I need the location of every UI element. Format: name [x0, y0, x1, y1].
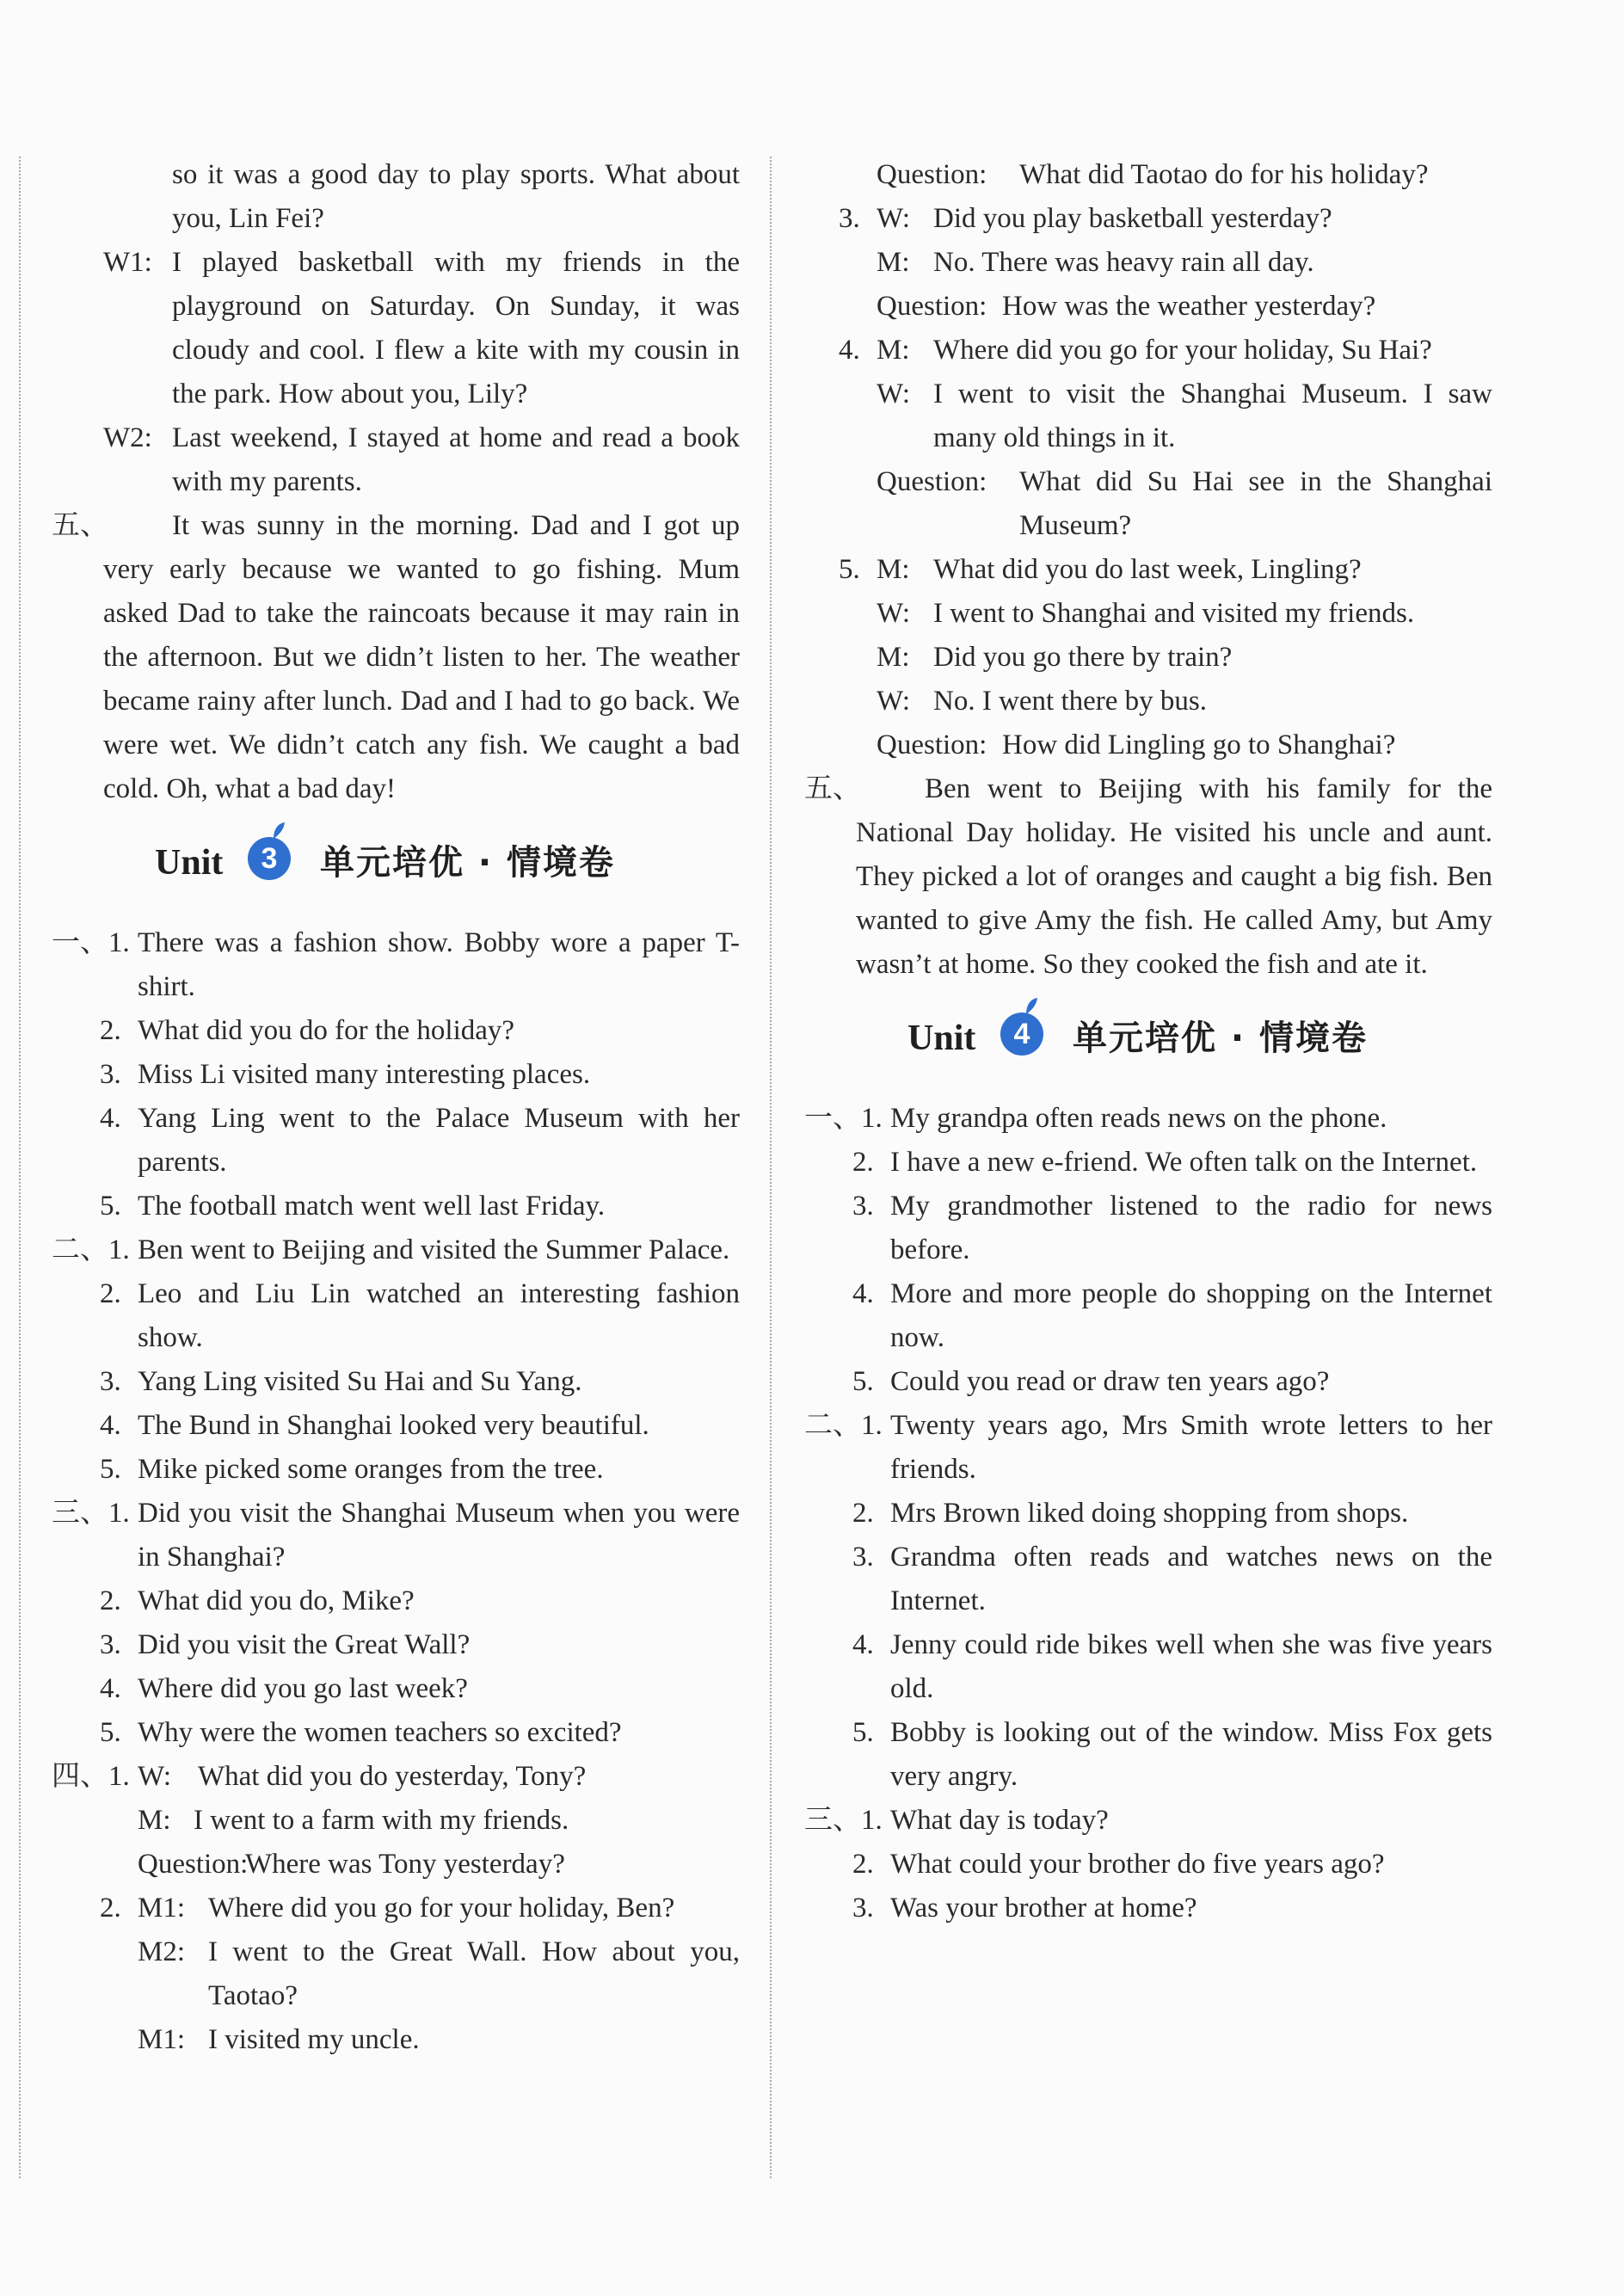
answer-item: 3. Was your brother at home? — [852, 1893, 1197, 1924]
dialogue-line: Question: How was the weather yesterday? — [877, 291, 1376, 322]
unit-4-header: Unit 4 单元培优 · 情境卷 — [804, 987, 1492, 1097]
left-margin-dotted-line — [19, 157, 21, 2178]
answer-item: 4. Jenny could ride bikes well when she was five years old. — [852, 1629, 1492, 1704]
left-dialogue-top — [52, 153, 740, 504]
unit-title: 单元培优 · 情境卷 — [1073, 1019, 1369, 1058]
section-five-passage: 五、 Ben went to Beijing with his family for the National Day holiday. He visited his uncle and aunt. They picked a lot of oranges and caught a big fish. Ben wanted to give Amy the fish. He called Amy, but Amy wasn’t at home. So they cooked the fish and ate it. — [804, 773, 1492, 980]
answer-item: 三、1. Did you visit the Shanghai Museum when you were in Shanghai? — [52, 1498, 740, 1573]
answer-item: 5. The football match went well last Friday. — [100, 1191, 606, 1222]
dialogue-line: W1: I played basketball with my friends in the playground on Saturday. On Sunday, it was cloudy and cool. I flew a kite with my cousin in the park. How about you, Lily? — [103, 247, 740, 409]
unit-3-listening-scripts-continued — [804, 153, 1492, 767]
answer-item: 2. Leo and Liu Lin watched an interesting fashion show. — [100, 1278, 740, 1353]
answer-item: 4. Yang Ling went to the Palace Museum with her parents. — [100, 1103, 740, 1178]
answer-item: 5. Could you read or draw ten years ago? — [852, 1366, 1330, 1397]
section-five-passage: 五、 It was sunny in the morning. Dad and I got up very early because we wanted to go fishing. Mum asked Dad to take the raincoats because it may rain in the afternoon. But we didn’t listen to her. The weather became rainy after lunch. Dad and I had to go back. We were wet. We didn’t catch any fish. We caught a bad cold. Oh, what a bad day! — [52, 510, 740, 804]
answer-item: 2. What did you do for the holiday? — [100, 1015, 515, 1046]
unit-number-badge: 3 — [248, 837, 291, 880]
dialogue-line: M: I went to a farm with my friends. — [138, 1805, 569, 1836]
unit-4-answers — [804, 1097, 1492, 1930]
answer-item: 一、1. There was a fashion show. Bobby wore a paper T-shirt. — [52, 927, 740, 1002]
answer-item: 2. Mrs Brown liked doing shopping from shops. — [852, 1498, 1409, 1529]
answer-item: 3. My grandmother listened to the radio for news before. — [852, 1191, 1492, 1265]
dialogue-line: 四、1. W: What did you do yesterday, Tony? — [52, 1761, 587, 1792]
answer-item: 4. Where did you go last week? — [100, 1673, 468, 1704]
unit-title: 单元培优 · 情境卷 — [320, 843, 616, 883]
dialogue-line: W: I went to visit the Shanghai Museum. I saw many old things in it. — [877, 379, 1492, 453]
unit-3-answers — [52, 921, 740, 1755]
dialogue-line: Question: What did Su Hai see in the Shanghai Museum? — [877, 466, 1492, 541]
answer-item: 5. Bobby is looking out of the window. Miss Fox gets very angry. — [852, 1717, 1492, 1792]
dialogue-line: M1: I visited my uncle. — [138, 2024, 420, 2055]
leaf-icon — [1024, 997, 1038, 1016]
answer-item: 2. I have a new e-friend. We often talk on the Internet. — [852, 1147, 1478, 1178]
answer-item: 3. Did you visit the Great Wall? — [100, 1629, 471, 1660]
answer-item: 三、1. What day is today? — [804, 1805, 1109, 1836]
dialogue-line: 5. M: What did you do last week, Lingling? — [839, 554, 1362, 585]
answer-item: 4. The Bund in Shanghai looked very beautiful. — [100, 1410, 649, 1441]
answer-item: 4. More and more people do shopping on the Internet now. — [852, 1278, 1492, 1353]
dialogue-line: 4. M: Where did you go for your holiday, Su Hai? — [839, 335, 1432, 366]
dialogue-line: 3. W: Did you play basketball yesterday? — [839, 203, 1332, 234]
leaf-icon — [272, 822, 286, 840]
answer-item: 3. Grandma often reads and watches news on the Internet. — [852, 1542, 1492, 1616]
answer-item: 一、1. My grandpa often reads news on the phone. — [804, 1103, 1387, 1134]
left-column — [52, 153, 740, 2062]
dialogue-line: W: I went to Shanghai and visited my friends. — [877, 598, 1415, 629]
unit-number-badge: 4 — [1000, 1013, 1043, 1056]
dialogue-line: Question: What did Taotao do for his holiday? — [877, 159, 1429, 190]
answer-item: 5. Mike picked some oranges from the tree. — [100, 1454, 604, 1485]
answer-item: 2. What did you do, Mike? — [100, 1585, 415, 1616]
answer-item: 二、1. Twenty years ago, Mrs Smith wrote letters to her friends. — [804, 1410, 1492, 1485]
answer-item: 5. Why were the women teachers so excited? — [100, 1717, 622, 1748]
dialogue-line: M: No. There was heavy rain all day. — [877, 247, 1314, 278]
dialogue-line: W2: Last weekend, I stayed at home and read a book with my parents. — [103, 422, 740, 497]
answer-item: 二、1. Ben went to Beijing and visited the Summer Palace. — [52, 1234, 730, 1265]
answer-item: 3. Miss Li visited many interesting places. — [100, 1059, 591, 1090]
answer-item: 2. What could your brother do five years ago? — [852, 1849, 1385, 1880]
right-column — [804, 153, 1492, 1930]
center-dotted-divider — [770, 157, 772, 2178]
unit-3-header: Unit 3 单元培优 · 情境卷 — [52, 811, 740, 921]
dialogue-line: W: No. I went there by bus. — [877, 686, 1208, 717]
dialogue-line: M2: I went to the Great Wall. How about you, Taotao? — [138, 1936, 740, 2011]
dialogue-line: 2. M1: Where did you go for your holiday, Ben? — [100, 1893, 675, 1924]
dialogue-line: M: Did you go there by train? — [877, 642, 1233, 673]
dialogue-line: Question: Where was Tony yesterday? — [138, 1849, 565, 1880]
unit-3-listening-scripts — [52, 1755, 740, 2062]
dialogue-line: Question: How did Lingling go to Shanghai? — [877, 729, 1396, 760]
answer-item: 3. Yang Ling visited Su Hai and Su Yang. — [100, 1366, 582, 1397]
dialogue-line: so it was a good day to play sports. What about you, Lin Fei? — [172, 159, 740, 234]
